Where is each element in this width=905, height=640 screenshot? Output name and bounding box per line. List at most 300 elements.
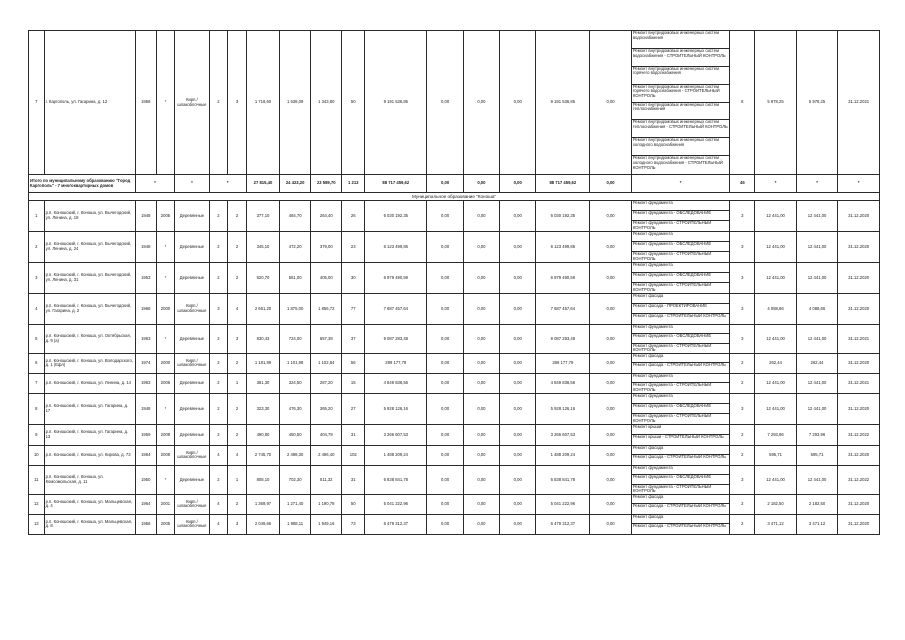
living-area-cell: 1 271,40 (280, 494, 311, 514)
living-area-cell: 1 988,11 (280, 514, 311, 534)
work-item: Ремонт фундамента - СТРОИТЕЛЬНЫЙ КОНТРОЛЬ (632, 484, 712, 494)
owners-cost-cell: 9 191 536,85 (536, 31, 590, 175)
entrances-cell: 4 (228, 294, 247, 325)
wall-material-cell: Кирп./ шлакоблочные (175, 294, 209, 325)
work-item: Ремонт фундамента - ОБСЛЕДОВАНИЕ (632, 211, 730, 221)
works-count-cell: 3 (730, 201, 755, 232)
total-area-cell: 620,70 (246, 263, 279, 294)
work-item: Ремонт фасада (632, 294, 730, 304)
work-item: Ремонт фундамента - ОБСЛЕДОВАНИЕ (632, 242, 730, 252)
unit-cost-cell: 4 088,66 (755, 294, 797, 325)
works-count-cell: 2 (730, 424, 755, 445)
table-row (29, 514, 880, 534)
other-cost-cell: 0,00 (590, 201, 632, 232)
year-built-cell: 1959 (135, 424, 156, 445)
wall-material-cell: Кирп./ шлакоблочные (175, 31, 209, 175)
fund-cost-cell: 0,00 (427, 263, 463, 294)
works-count-cell: 3 (730, 263, 755, 294)
residents-cell: 26 (342, 201, 365, 232)
owners-cost-cell: 5 928 126,16 (536, 393, 590, 424)
wall-material-cell: Деревянные (175, 424, 209, 445)
living-area-cell: 1 101,98 (280, 353, 311, 373)
fund-cost-cell: 0,00 (427, 424, 463, 445)
subtotal-star: * (796, 175, 838, 193)
total-area-cell: 1 369,97 (246, 494, 279, 514)
municipal-cost-cell: 0,00 (500, 31, 536, 175)
works-cell (631, 514, 730, 534)
residential-area-cell: 1 949,16 (311, 514, 342, 534)
work-item: Ремонт внутридомовых инженерных систем холодного водоснабжения (632, 138, 730, 156)
year-overhaul-cell: * (156, 325, 175, 354)
address-cell: р.п. Коношский, г. Коноша, ул. Вычегодский, ул. Ленина, д. 24 (44, 232, 135, 263)
work-item: Ремонт фундамента (632, 394, 730, 404)
residents-cell: 27 (342, 393, 365, 424)
other-cost-cell: 0,00 (590, 424, 632, 445)
table-row (29, 393, 880, 424)
row-number: 2 (29, 232, 45, 263)
owners-cost-cell: 6 030 192,35 (536, 201, 590, 232)
work-item: Ремонт фундамента - СТРОИТЕЛЬНЫЙ КОНТРОЛЬ (632, 221, 712, 230)
fund-cost-cell: 0,00 (427, 393, 463, 424)
other-cost-cell: 0,00 (590, 373, 632, 393)
residents-cell: 50 (342, 31, 365, 175)
table-row (29, 31, 880, 175)
year-built-cell: 1964 (135, 494, 156, 514)
deadline-cell: 31.12.2020 (838, 514, 880, 534)
works-count-cell: 2 (730, 353, 755, 373)
total-cost-cell: 289 177,79 (365, 353, 427, 373)
works-count-cell: 3 (730, 465, 755, 494)
wall-material-cell: Деревянные (175, 325, 209, 354)
owners-cost-cell: 6 479 312,37 (536, 514, 590, 534)
subtotal-label: Итого по муниципальному образованию "Город Каргополь" - 7 многоквартирных домов (29, 175, 136, 193)
unit-cost-cell: 3 471,12 (755, 514, 797, 534)
total-cost-cell: 9 087 283,48 (365, 325, 427, 354)
year-overhaul-cell: 2008 (156, 445, 175, 465)
wall-material-cell: Деревянные (175, 232, 209, 263)
work-item: Ремонт фасада (632, 515, 730, 525)
year-built-cell: 1964 (135, 445, 156, 465)
residents-cell: 77 (342, 294, 365, 325)
work-item: Ремонт фасада - СТРОИТЕЛЬНЫЙ КОНТРОЛЬ (632, 455, 726, 460)
address-cell: р.п. Коношский, г. Коноша, ул. Вычегодский, ул. Гагарина, д. 2 (44, 294, 135, 325)
year-overhaul-cell: 2008 (156, 424, 175, 445)
works-cell (631, 465, 730, 494)
max-cost-cell: 7 293,96 (796, 424, 838, 445)
entrances-cell: 2 (228, 353, 247, 373)
regional-cost-cell: 0,00 (463, 373, 499, 393)
year-built-cell: 1948 (135, 232, 156, 263)
row-number: 10 (29, 445, 45, 465)
max-cost-cell: 12 441,00 (796, 373, 838, 393)
total-cost-cell: 6 123 499,85 (365, 232, 427, 263)
municipal-cost-cell: 0,00 (500, 424, 536, 445)
subtotal-total-cost: 88 717 459,62 (365, 175, 427, 193)
fund-cost-cell: 0,00 (427, 353, 463, 373)
fund-cost-cell: 0,00 (427, 465, 463, 494)
max-cost-cell: 4 088,66 (796, 294, 838, 325)
table-row (29, 494, 880, 514)
works-count-cell: 8 (730, 31, 755, 175)
max-cost-cell: 12 441,00 (796, 325, 838, 354)
municipal-cost-cell: 0,00 (500, 494, 536, 514)
entrances-cell: 2 (228, 263, 247, 294)
year-built-cell: 1948 (135, 393, 156, 424)
address-cell: р.п. Коношский, г. Коноша, ул. Гагарина, д. 17 (44, 393, 135, 424)
regional-cost-cell: 0,00 (463, 353, 499, 373)
address-cell: р.п. Коношский, г. Коноша, ул. Вычегодский, ул. Ленина, д. 31 (44, 263, 135, 294)
year-built-cell: 1963 (135, 325, 156, 354)
municipal-cost-cell: 0,00 (500, 353, 536, 373)
work-item: Ремонт крыши - СТРОИТЕЛЬНЫЙ КОНТРОЛЬ (632, 434, 724, 439)
table-row (29, 325, 880, 354)
floors-cell: 4 (209, 445, 228, 465)
works-cell (631, 353, 730, 373)
municipal-cost-cell: 0,00 (500, 263, 536, 294)
living-area-cell: 2 498,30 (280, 445, 311, 465)
row-number: 4 (29, 294, 45, 325)
subtotal-star: * (209, 175, 246, 193)
row-number: 6 (29, 353, 45, 373)
year-overhaul-cell: 2005 (156, 514, 175, 534)
overhaul-program-table (28, 30, 880, 535)
works-cell (631, 373, 730, 393)
living-area-cell: 484,70 (280, 201, 311, 232)
work-item: Ремонт фундамента - СТРОИТЕЛЬНЫЙ КОНТРОЛЬ (632, 383, 712, 393)
work-item: Ремонт фундамента - ОБСЛЕДОВАНИЕ (632, 273, 730, 283)
fund-cost-cell: 0,00 (427, 201, 463, 232)
other-cost-cell: 0,00 (590, 393, 632, 424)
year-built-cell: 1968 (135, 294, 156, 325)
total-area-cell: 2 661,20 (246, 294, 279, 325)
total-cost-cell: 7 687 457,64 (365, 294, 427, 325)
unit-cost-cell: 7 293,96 (755, 424, 797, 445)
address-cell: р.п. Коношский, г. Коноша, ул. Гагарина, д. 13 (44, 424, 135, 445)
wall-material-cell: Кирп./ шлакоблочные (175, 514, 209, 534)
regional-cost-cell: 0,00 (463, 393, 499, 424)
table-row (29, 373, 880, 393)
year-overhaul-cell: * (156, 31, 175, 175)
year-built-cell: 1956 (135, 514, 156, 534)
other-cost-cell: 0,00 (590, 325, 632, 354)
year-built-cell: 1948 (135, 201, 156, 232)
unit-cost-cell: 12 441,00 (755, 232, 797, 263)
other-cost-cell: 0,00 (590, 294, 632, 325)
entrances-cell: 3 (228, 31, 247, 175)
total-cost-cell: 6 838 841,78 (365, 465, 427, 494)
regional-cost-cell: 0,00 (463, 201, 499, 232)
floors-cell: 2 (209, 263, 228, 294)
subtotal-star: * (175, 175, 209, 193)
residential-area-cell: 287,20 (311, 373, 342, 393)
municipal-cost-cell: 0,00 (500, 393, 536, 424)
works-cell (631, 325, 730, 354)
work-item: Ремонт фундамента - ОБСЛЕДОВАНИЕ (632, 334, 730, 343)
work-item: Ремонт фасада (632, 354, 730, 364)
residential-area-cell: 1 856,72 (311, 294, 342, 325)
other-cost-cell: 0,00 (590, 494, 632, 514)
other-cost-cell: 0,00 (590, 465, 632, 494)
other-cost-cell: 0,00 (590, 263, 632, 294)
address-cell: р.п. Коношский, г. Коноша, ул. Кирова, д. 73 (44, 445, 135, 465)
year-overhaul-cell: 2000 (156, 353, 175, 373)
subtotal-municipal-cost: 0,00 (500, 175, 536, 193)
residents-cell: 37 (342, 325, 365, 354)
max-cost-cell: 595,71 (796, 445, 838, 465)
subtotal-total-area: 27 815,40 (246, 175, 279, 193)
max-cost-cell: 12 441,00 (796, 232, 838, 263)
residents-cell: 50 (342, 494, 365, 514)
residents-cell: 102 (342, 445, 365, 465)
year-overhaul-cell: * (156, 232, 175, 263)
table-row (29, 232, 880, 263)
residential-area-cell: 511,32 (311, 465, 342, 494)
residents-cell: 31 (342, 465, 365, 494)
max-cost-cell: 12 441,00 (796, 201, 838, 232)
year-overhaul-cell: * (156, 263, 175, 294)
municipal-cost-cell: 0,00 (500, 294, 536, 325)
unit-cost-cell: 12 441,00 (755, 373, 797, 393)
total-area-cell: 323,30 (246, 393, 279, 424)
residential-area-cell: 2 496,40 (311, 445, 342, 465)
regional-cost-cell: 0,00 (463, 465, 499, 494)
owners-cost-cell: 6 123 499,85 (536, 232, 590, 263)
work-item: Ремонт фасада - ПРОЕКТИРОВАНИЕ (632, 304, 730, 314)
unit-cost-cell: 262,44 (755, 353, 797, 373)
work-item: Ремонт фундамента - СТРОИТЕЛЬНЫЙ КОНТРОЛЬ (632, 413, 712, 423)
owners-cost-cell: 4 849 836,56 (536, 373, 590, 393)
works-cell (631, 424, 730, 445)
unit-cost-cell: 12 441,00 (755, 201, 797, 232)
municipal-cost-cell: 0,00 (500, 373, 536, 393)
entrances-cell: 1 (228, 373, 247, 393)
wall-material-cell: Кирп./ шлакоблочные (175, 445, 209, 465)
works-count-cell: 2 (730, 373, 755, 393)
living-area-cell: 1 538,09 (280, 31, 311, 175)
work-item: Ремонт внутридомовых инженерных систем теплоснабжения (632, 103, 730, 121)
work-item: Ремонт внутридомовых инженерных систем горячего водоснабжения (632, 67, 730, 85)
deadline-cell: 31.12.2020 (838, 353, 880, 373)
works-cell (631, 393, 730, 424)
row-number: 5 (29, 325, 45, 354)
entrances-cell: 2 (228, 424, 247, 445)
work-item: Ремонт фундамента (632, 466, 730, 475)
entrances-cell: 1 (228, 465, 247, 494)
municipal-cost-cell: 0,00 (500, 325, 536, 354)
municipal-cost-cell: 0,00 (500, 514, 536, 534)
total-cost-cell: 9 191 536,85 (365, 31, 427, 175)
floors-cell: 2 (209, 353, 228, 373)
floors-cell: 2 (209, 201, 228, 232)
work-item: Ремонт фундамента - СТРОИТЕЛЬНЫЙ КОНТРОЛЬ (632, 252, 712, 261)
regional-cost-cell: 0,00 (463, 514, 499, 534)
total-cost-cell: 1 488 209,24 (365, 445, 427, 465)
floors-cell: 2 (209, 424, 228, 445)
total-area-cell: 1 718,60 (246, 31, 279, 175)
wall-material-cell: Кирп./ шлакоблочные (175, 353, 209, 373)
entrances-cell: 2 (228, 201, 247, 232)
work-item: Ремонт фундамента - ОБСЛЕДОВАНИЕ (632, 404, 730, 414)
living-area-cell: 476,30 (280, 393, 311, 424)
deadline-cell: 31.12.2022 (838, 424, 880, 445)
work-item: Ремонт внутридомовых инженерных систем водоснабжения (632, 31, 730, 49)
unit-cost-cell: 12 441,00 (755, 393, 797, 424)
residential-area-cell: 365,20 (311, 393, 342, 424)
floors-cell: 2 (209, 31, 228, 175)
residential-area-cell: 405,00 (311, 263, 342, 294)
other-cost-cell: 0,00 (590, 31, 632, 175)
total-area-cell: 2 049,66 (246, 514, 279, 534)
deadline-cell: 31.12.2020 (838, 445, 880, 465)
work-item: Ремонт фасада - СТРОИТЕЛЬНЫЙ КОНТРОЛЬ (632, 363, 726, 368)
owners-cost-cell: 1 488 209,24 (536, 445, 590, 465)
works-count-cell: 2 (730, 494, 755, 514)
works-cell (631, 232, 730, 263)
subtotal-star: * (135, 175, 174, 193)
work-item: Ремонт внутридомовых инженерных систем холодного водоснабжения - СТРОИТЕЛЬНЫЙ КОНТРОЛЬ (632, 156, 723, 170)
floors-cell: 4 (209, 494, 228, 514)
total-area-cell: 2 745,70 (246, 445, 279, 465)
document-page (28, 30, 880, 535)
residential-area-cell: 657,38 (311, 325, 342, 354)
fund-cost-cell: 0,00 (427, 494, 463, 514)
living-area-cell: 702,30 (280, 465, 311, 494)
owners-cost-cell: 6 979 490,59 (536, 263, 590, 294)
unit-cost-cell: 2 182,50 (755, 494, 797, 514)
deadline-cell: 31.12.2022 (838, 465, 880, 494)
entrances-cell: 4 (228, 445, 247, 465)
entrances-cell: 3 (228, 325, 247, 354)
address-cell: р.п. Коношский, г. Коноша, ул. Октябрьская, д. 9 (а) (44, 325, 135, 354)
table-row (29, 445, 880, 465)
total-area-cell: 490,80 (246, 424, 279, 445)
unit-cost-cell: 12 441,00 (755, 465, 797, 494)
address-cell: р.п. Коношский, г. Коноша, ул. Володарского, д. 1 (Ефл) (44, 353, 135, 373)
work-item: Ремонт фасада (632, 446, 730, 456)
works-count-cell: 2 (730, 445, 755, 465)
entrances-cell: 2 (228, 494, 247, 514)
max-cost-cell: 5 978,25 (796, 31, 838, 175)
table-row (29, 263, 880, 294)
total-cost-cell: 5 928 126,16 (365, 393, 427, 424)
residential-area-cell: 404,79 (311, 424, 342, 445)
works-count-cell: 3 (730, 232, 755, 263)
living-area-cell: 561,00 (280, 263, 311, 294)
row-number: 9 (29, 424, 45, 445)
year-overhaul-cell: 2001 (156, 494, 175, 514)
works-cell (631, 31, 730, 175)
max-cost-cell: 262,44 (796, 353, 838, 373)
municipality-title: Муниципальное образование "Коноша" (29, 193, 880, 201)
wall-material-cell: Кирп./ шлакоблочные (175, 494, 209, 514)
year-overhaul-cell: * (156, 465, 175, 494)
floors-cell: 2 (209, 373, 228, 393)
table-row (29, 201, 880, 232)
wall-material-cell: Деревянные (175, 393, 209, 424)
deadline-cell: 31.12.2020 (838, 263, 880, 294)
residents-cell: 15 (342, 373, 365, 393)
regional-cost-cell: 0,00 (463, 445, 499, 465)
municipal-cost-cell: 0,00 (500, 445, 536, 465)
living-area-cell: 1 875,00 (280, 294, 311, 325)
total-area-cell: 377,10 (246, 201, 279, 232)
table-row (29, 465, 880, 494)
work-item: Ремонт фундамента (632, 263, 730, 273)
subtotal-fund-cost: 0,00 (427, 175, 463, 193)
subtotal-row (29, 175, 880, 193)
deadline-cell: 31.12.2020 (838, 232, 880, 263)
address-cell: р.п. Коношский, г. Коноша, ул. Мальцевская, д. 8 (44, 514, 135, 534)
works-count-cell: 3 (730, 294, 755, 325)
floors-cell: 2 (209, 465, 228, 494)
row-number: 7 (29, 373, 45, 393)
entrances-cell: 2 (228, 232, 247, 263)
year-built-cell: 1958 (135, 31, 156, 175)
regional-cost-cell: 0,00 (463, 232, 499, 263)
subtotal-residential-area: 23 589,70 (311, 175, 342, 193)
subtotal-star: * (755, 175, 797, 193)
works-count-cell: 2 (730, 514, 755, 534)
works-cell (631, 445, 730, 465)
fund-cost-cell: 0,00 (427, 325, 463, 354)
row-number: 8 (29, 393, 45, 424)
address-cell: г. Каргополь, ул. Гагарина, д. 12 (44, 31, 135, 175)
residential-area-cell: 379,00 (311, 232, 342, 263)
unit-cost-cell: 12 441,00 (755, 263, 797, 294)
row-number: 1 (29, 201, 45, 232)
work-item: Ремонт фундамента - СТРОИТЕЛЬНЫЙ КОНТРОЛЬ (632, 283, 712, 292)
residential-area-cell: 1 102,84 (311, 353, 342, 373)
work-item: Ремонт внутридомовых инженерных систем теплоснабжения - СТРОИТЕЛЬНЫЙ КОНТРОЛЬ (632, 120, 730, 138)
regional-cost-cell: 0,00 (463, 494, 499, 514)
fund-cost-cell: 0,00 (427, 294, 463, 325)
subtotal-count: 45 (730, 175, 755, 193)
subtotal-star: * (838, 175, 880, 193)
year-built-cell: 1963 (135, 373, 156, 393)
floors-cell: 2 (209, 325, 228, 354)
unit-cost-cell: 595,71 (755, 445, 797, 465)
subtotal-residents: 1 213 (342, 175, 365, 193)
works-count-cell: 3 (730, 325, 755, 354)
total-cost-cell: 3 266 607,53 (365, 424, 427, 445)
regional-cost-cell: 0,00 (463, 325, 499, 354)
residential-area-cell: 264,40 (311, 201, 342, 232)
subtotal-regional-cost: 0,00 (463, 175, 499, 193)
work-item: Ремонт фасада - СТРОИТЕЛЬНЫЙ КОНТРОЛЬ (632, 524, 726, 529)
deadline-cell: 31.12.2021 (838, 31, 880, 175)
owners-cost-cell: 9 087 283,48 (536, 325, 590, 354)
year-built-cell: 1953 (135, 263, 156, 294)
wall-material-cell: Деревянные (175, 201, 209, 232)
fund-cost-cell: 0,00 (427, 373, 463, 393)
row-number: 12 (29, 494, 45, 514)
regional-cost-cell: 0,00 (463, 263, 499, 294)
work-item: Ремонт фундамента - ОБСЛЕДОВАНИЕ (632, 475, 730, 484)
subtotal-other-cost: 0,00 (590, 175, 632, 193)
deadline-cell: 31.12.2020 (838, 294, 880, 325)
unit-cost-cell: 12 441,00 (755, 325, 797, 354)
subtotal-living-area: 24 423,20 (280, 175, 311, 193)
address-cell: р.п. Коношский, г. Коноша, ул. Комсомольская, д. 11 (44, 465, 135, 494)
table-row (29, 294, 880, 325)
work-item: Ремонт крыши (632, 425, 730, 435)
max-cost-cell: 12 441,00 (796, 393, 838, 424)
regional-cost-cell: 0,00 (463, 294, 499, 325)
deadline-cell: 31.12.2020 (838, 494, 880, 514)
other-cost-cell: 0,00 (590, 232, 632, 263)
residents-cell: 73 (342, 514, 365, 534)
works-cell (631, 494, 730, 514)
